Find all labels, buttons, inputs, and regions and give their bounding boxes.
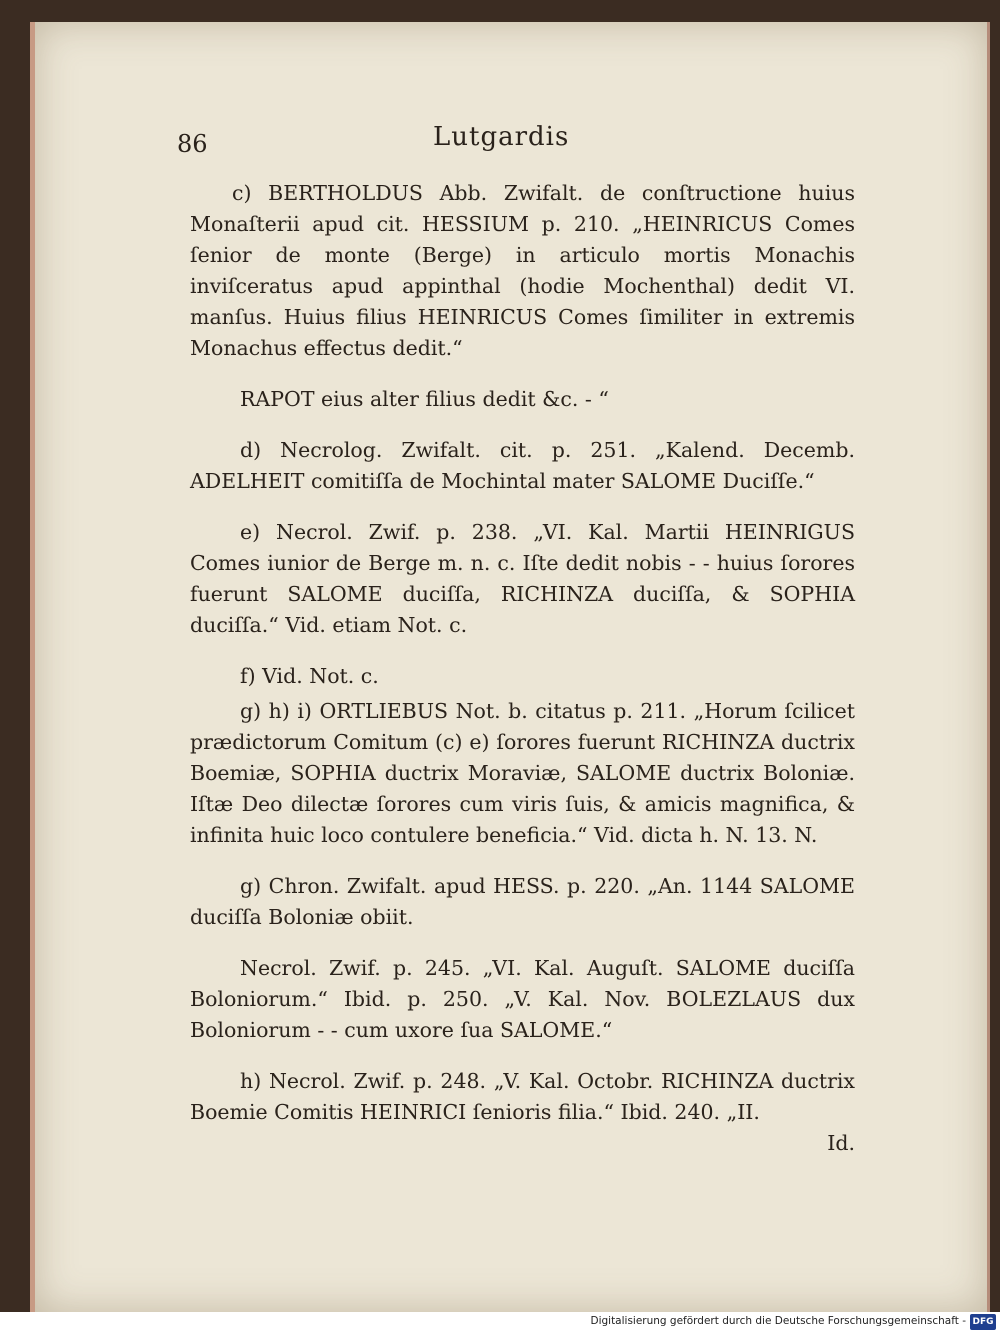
paragraph-h: h) Necrol. Zwif. p. 248. „V. Kal. Octobr. RICHINZA ductrix Boemie Comitis HEINRICI ſenioris filia.“ Ibid. 240. „II. xyxy=(190,1069,855,1124)
paragraph-f: f) Vid. Not. c. xyxy=(240,664,379,688)
dfg-logo-icon: DFG xyxy=(970,1314,996,1330)
paragraph-necrol: Necrol. Zwif. p. 245. „VI. Kal. Auguſt. SALOME duciſſa Boloniorum.“ Ibid. p. 250. „V. Kal. Nov. BOLEZLAUS dux Boloniorum - - cum uxore ſua SALOME.“ xyxy=(190,956,855,1042)
paragraph-d: d) Necrolog. Zwifalt. cit. p. 251. „Kalend. Decemb. ADELHEIT comitiſſa de Mochintal mater SALOME Duciſſe.“ xyxy=(190,438,855,493)
page-number: 86 xyxy=(177,130,208,158)
digitization-footer xyxy=(0,1312,1000,1334)
catchword: Id. xyxy=(827,1131,855,1155)
paragraph-g-h-i: g) h) i) ORTLIEBUS Not. b. citatus p. 211. „Horum ſcilicet prædictorum Comitum (c) e) ſorores fuerunt RICHINZA ductrix Boemiæ, SOPHIA ductrix Moraviæ, SALOME ductrix Boloniæ. Iſtæ Deo dilectæ ſorores cum viris ſuis, & amicis magnifica, & infinita huic loco contulere beneficia.“ Vid. dicta h. N. 13. N. xyxy=(190,699,855,847)
running-title: Lutgardis xyxy=(433,122,570,152)
page-header xyxy=(175,122,895,162)
footer-credit: Digitalisierung gefördert durch die Deutsche Forschungsgemeinschaft - xyxy=(590,1315,966,1327)
paragraph-c: c) BERTHOLDUS Abb. Zwifalt. de conſtructione huius Monaſterii apud cit. HESSIUM p. 210. „HEINRICUS Comes ſenior de monte (Berge) in articulo mortis Monachis inviſceratus apud appinthal (hodie Mochenthal) dedit VI. manſus. Huius filius HEINRICUS Comes ſimiliter in extremis Monachus effectus dedit.“ xyxy=(190,181,855,360)
page-body xyxy=(190,178,855,1159)
paragraph-rapot: RAPOT eius alter filius dedit &c. - “ xyxy=(240,387,609,411)
paragraph-e: e) Necrol. Zwif. p. 238. „VI. Kal. Martii HEINRIGUS Comes iunior de Berge m. n. c. Iſte dedit nobis - - huius ſorores fuerunt SALOME duciſſa, RICHINZA duciſſa, & SOPHIA duciſſa.“ Vid. etiam Not. c. xyxy=(190,520,855,637)
paragraph-g: g) Chron. Zwifalt. apud HESS. p. 220. „An. 1144 SALOME duciſſa Boloniæ obiit. xyxy=(190,874,855,929)
